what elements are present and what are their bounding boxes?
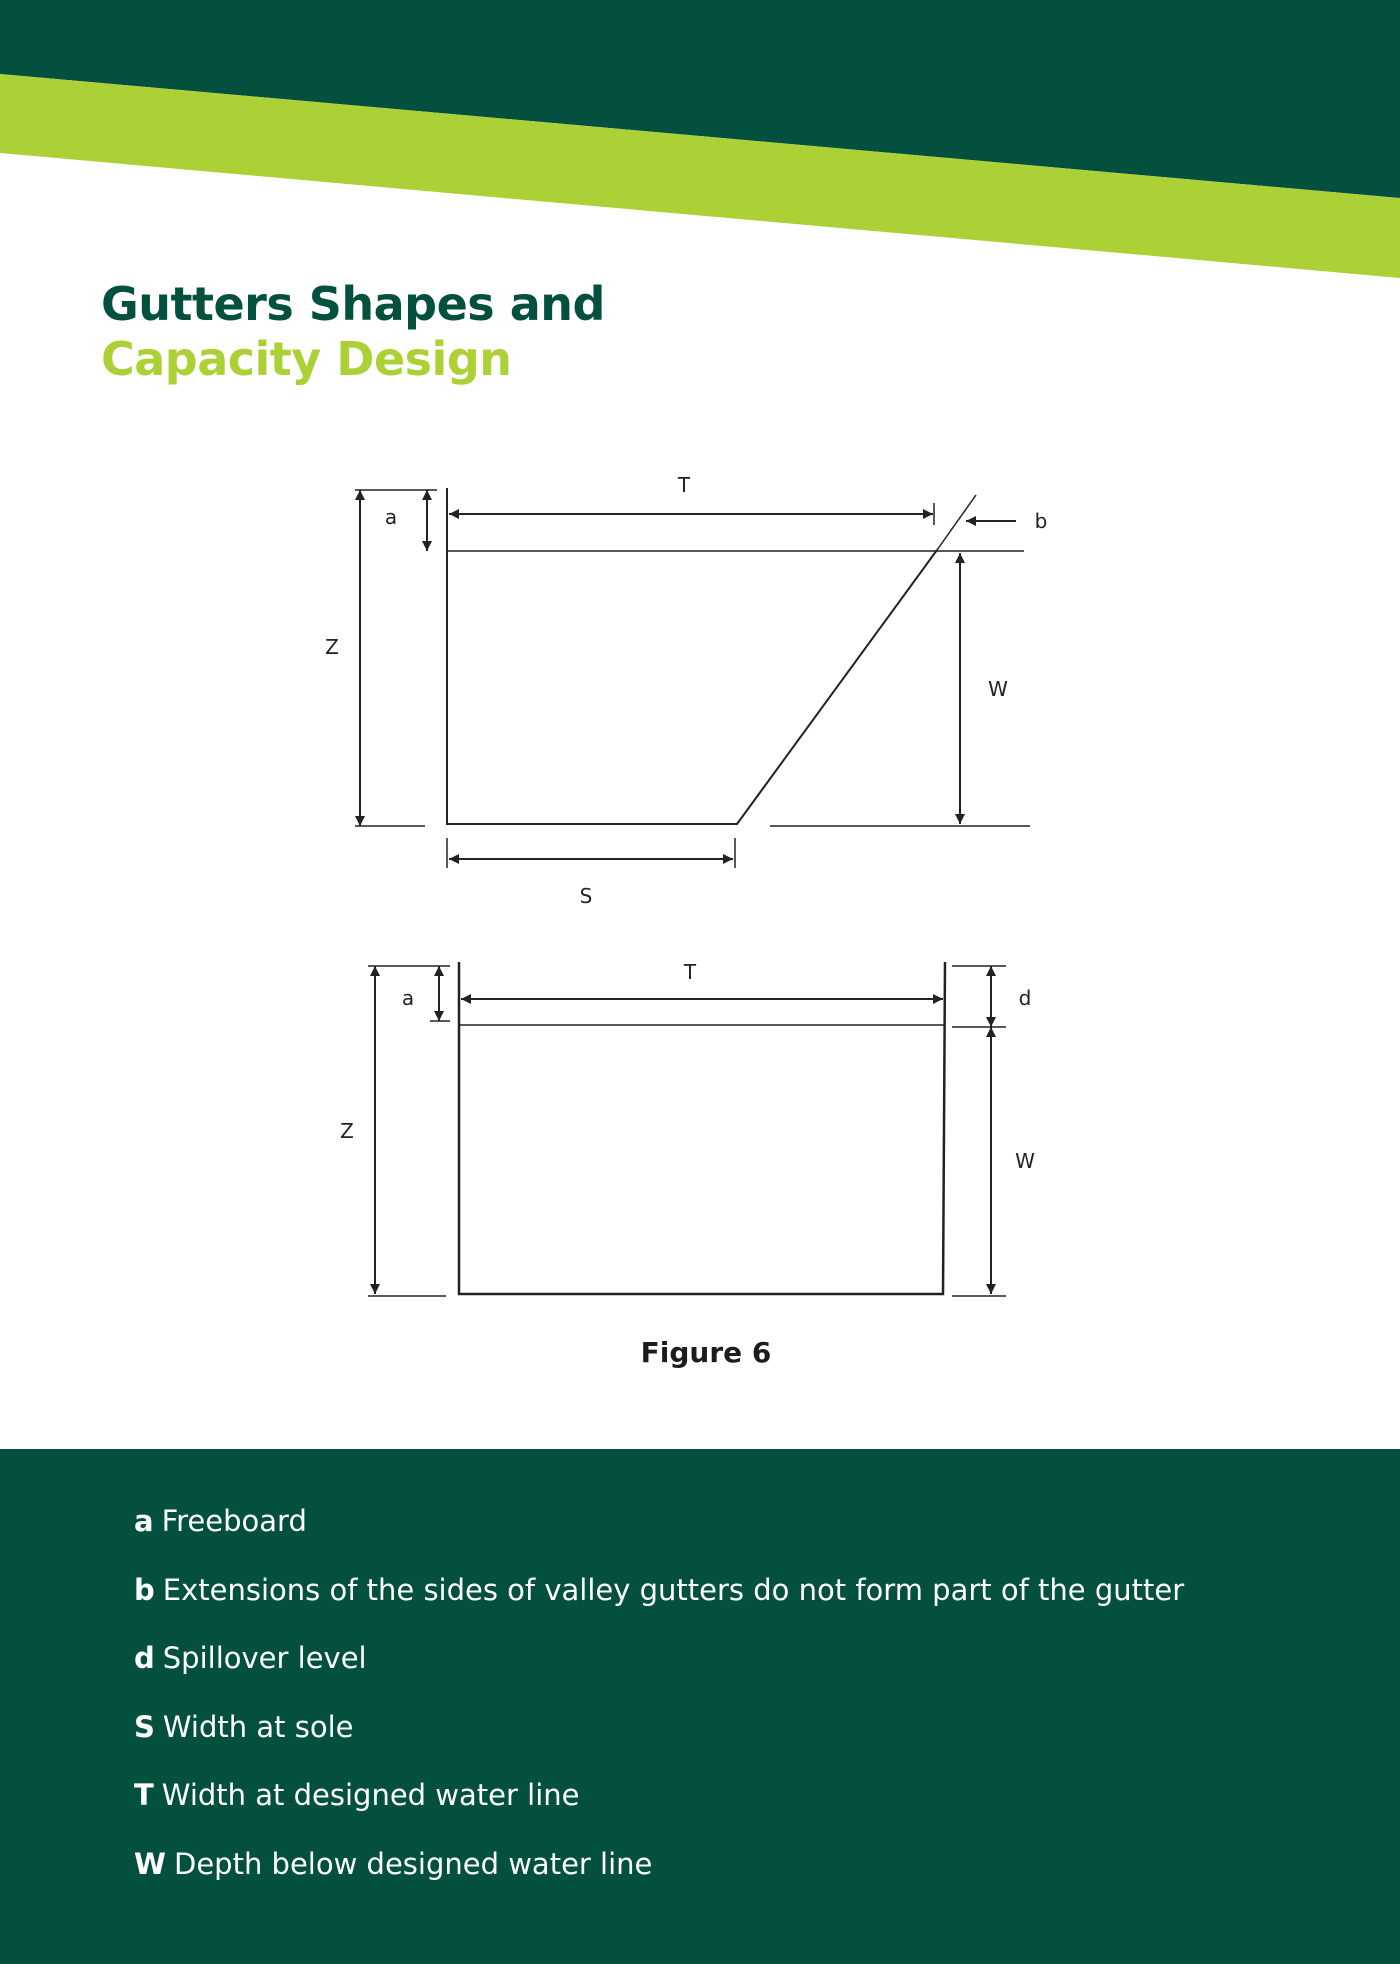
valley-label-w: W (988, 677, 1008, 701)
figure-caption: Figure 6 (640, 1336, 772, 1369)
legend-item (134, 1775, 1184, 1844)
box-label-a: a (401, 986, 415, 1010)
legend-panel (0, 1449, 1400, 1964)
valley-label-s: S (579, 884, 593, 908)
legend-item (134, 1707, 1184, 1776)
valley-gutter-outline (447, 488, 937, 824)
legend-symbol: d (134, 1641, 155, 1676)
valley-gutter-diagram (355, 488, 1030, 868)
page-title-line1: Gutters Shapes and (101, 277, 605, 331)
legend-text: Width at sole (162, 1709, 354, 1744)
valley-label-b: b (1034, 509, 1048, 533)
legend-symbol: b (134, 1572, 155, 1607)
page-title-line2: Capacity Design (101, 332, 512, 386)
box-label-w: W (1015, 1149, 1035, 1173)
legend-symbol: T (134, 1778, 154, 1813)
legend-item (134, 1844, 1184, 1913)
box-gutter-diagram (368, 962, 1006, 1296)
legend-text: Width at designed water line (161, 1778, 580, 1813)
valley-label-z: Z (325, 635, 339, 659)
valley-label-a: a (384, 505, 398, 529)
legend-symbol: a (134, 1504, 154, 1538)
legend-text: Extensions of the sides of valley gutters do not form part of the gutter (162, 1572, 1185, 1607)
box-label-t: T (683, 960, 697, 984)
legend-symbol: W (134, 1846, 166, 1881)
legend-text: Depth below designed water line (174, 1846, 653, 1881)
valley-label-t: T (677, 473, 691, 497)
valley-side-extension (937, 495, 976, 550)
legend-item (134, 1638, 1184, 1707)
box-gutter-outline (459, 962, 945, 1294)
legend-list (134, 1501, 1184, 1913)
box-label-d: d (1018, 986, 1032, 1010)
legend-item (134, 1570, 1184, 1639)
legend-text: Spillover level (162, 1641, 367, 1676)
legend-symbol: S (134, 1709, 155, 1744)
box-label-z: Z (340, 1119, 354, 1143)
legend-text: Freeboard (161, 1504, 307, 1538)
legend-item (134, 1501, 1184, 1570)
